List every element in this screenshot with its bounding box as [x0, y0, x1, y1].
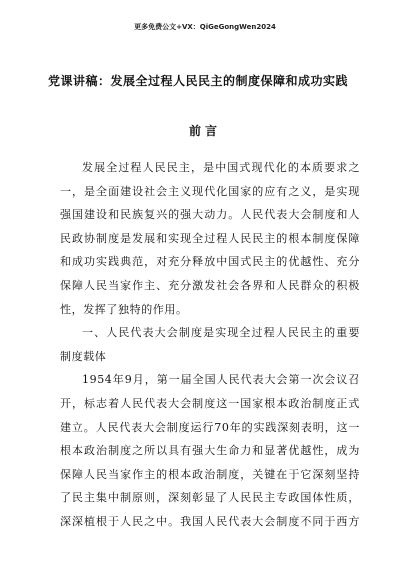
section-title-line: 制度载体 [60, 349, 107, 363]
document-title: 党课讲稿：发展全过程人民民主的制度保障和成功实践 [48, 74, 349, 88]
body-line: 1954年9月，第一届全国人民代表大会第一次会议召 [82, 373, 360, 387]
body-line: 一，是全面建设社会主义现代化国家的应有之义，是实现 [60, 184, 360, 198]
body-line: 和成功实践典范，对充分释放中国式民主的优越性、充分 [60, 255, 360, 269]
body-line: 民政协制度是发展和实现全过程人民民主的根本制度保障 [60, 231, 360, 245]
body-line: 建立。人民代表大会制度运行70年的实践深刻表明，这一 [60, 420, 360, 434]
body-text [60, 156, 360, 534]
body-line: 强国建设和民族复兴的强大动力。人民代表大会制度和人 [60, 208, 360, 222]
body-line: 发展全过程人民民主，是中国式现代化的本质要求之 [82, 161, 360, 174]
body-line: 保障人民当家作主的根本政治制度，关键在于它深刻坚持 [60, 467, 360, 481]
body-line: 保障人民当家作主、充分激发社会各界和人民群众的积极 [60, 278, 360, 292]
body-line: 根本政治制度之所以具有强大生命力和显著优越性，成为 [60, 444, 360, 458]
body-line: 开，标志着人民代表大会制度这一国家根本政治制度正式 [60, 396, 360, 410]
body-line: 了民主集中制原则，深刻彰显了人民民主专政国体性质， [60, 491, 360, 505]
section-heading: 前言 [188, 124, 221, 138]
page-header: 更多免费公文+VX：QiGeGongWen2024 [134, 23, 276, 31]
body-line: 性，发挥了独特的作用。 [60, 302, 188, 316]
body-line: 深深植根于人民之中。我国人民代表大会制度不同于西方 [60, 514, 360, 528]
section-title-line: 一、人民代表大会制度是实现全过程人民民主的重要 [82, 326, 360, 340]
